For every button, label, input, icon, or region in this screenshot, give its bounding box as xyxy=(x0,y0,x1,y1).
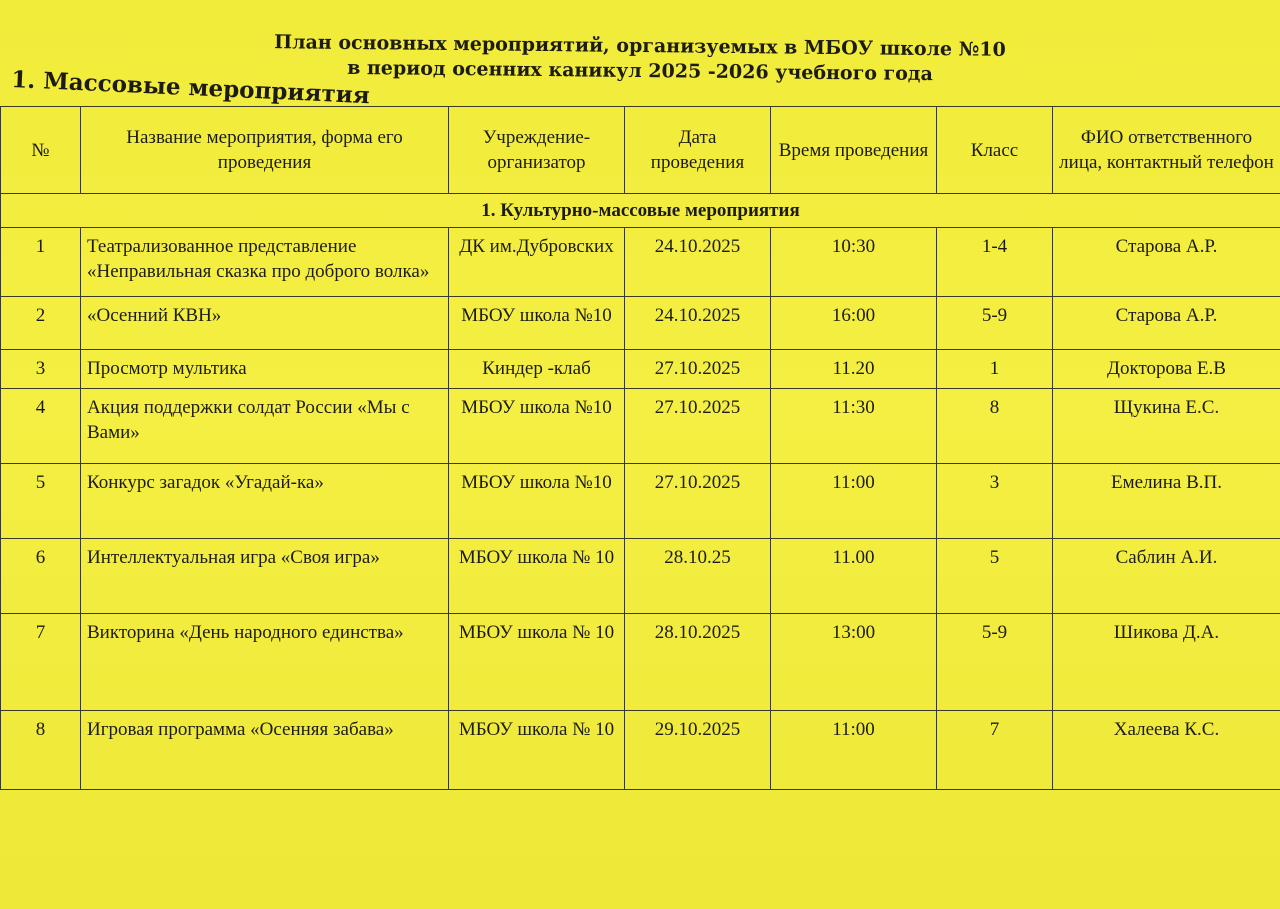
cell-num: 6 xyxy=(1,539,81,614)
cell-class: 7 xyxy=(937,711,1053,790)
cell-num: 1 xyxy=(1,228,81,297)
cell-num: 3 xyxy=(1,350,81,389)
cell-num: 7 xyxy=(1,614,81,711)
section-heading: 1. Массовые мероприятия xyxy=(10,66,371,110)
header-class: Класс xyxy=(937,107,1053,194)
cell-date: 27.10.2025 xyxy=(625,464,771,539)
document-title-line-2: в период осенних каникул 2025 -2026 учебного года xyxy=(347,56,933,86)
cell-name: Конкурс загадок «Угадай-ка» xyxy=(81,464,449,539)
cell-class: 5-9 xyxy=(937,614,1053,711)
cell-num: 8 xyxy=(1,711,81,790)
cell-org: ДК им.Дубровских xyxy=(449,228,625,297)
cell-date: 28.10.2025 xyxy=(625,614,771,711)
cell-name: Просмотр мультика xyxy=(81,350,449,389)
cell-time: 16:00 xyxy=(771,297,937,350)
table-header-row xyxy=(1,107,1280,194)
header-name: Название мероприятия, форма его проведения xyxy=(81,107,449,194)
table-row xyxy=(1,711,1280,790)
cell-org: МБОУ школа № 10 xyxy=(449,539,625,614)
cell-responsible: Шикова Д.А. xyxy=(1053,614,1280,711)
cell-name: Викторина «День народного единства» xyxy=(81,614,449,711)
cell-responsible: Халеева К.С. xyxy=(1053,711,1280,790)
cell-class: 5 xyxy=(937,539,1053,614)
table-row xyxy=(1,228,1280,297)
header-date: Дата проведения xyxy=(625,107,771,194)
cell-class: 5-9 xyxy=(937,297,1053,350)
cell-date: 24.10.2025 xyxy=(625,228,771,297)
cell-time: 13:00 xyxy=(771,614,937,711)
cell-name: Акция поддержки солдат России «Мы с Вами» xyxy=(81,389,449,464)
cell-num: 4 xyxy=(1,389,81,464)
cell-date: 27.10.2025 xyxy=(625,350,771,389)
cell-org: МБОУ школа №10 xyxy=(449,389,625,464)
cell-org: МБОУ школа №10 xyxy=(449,297,625,350)
cell-name: Интеллектуальная игра «Своя игра» xyxy=(81,539,449,614)
table-row xyxy=(1,614,1280,711)
header-num: № xyxy=(1,107,81,194)
header-responsible: ФИО ответственного лица, контактный телефон xyxy=(1053,107,1280,194)
cell-class: 3 xyxy=(937,464,1053,539)
cell-responsible: Емелина В.П. xyxy=(1053,464,1280,539)
cell-org: МБОУ школа № 10 xyxy=(449,711,625,790)
events-table xyxy=(0,106,1280,790)
document-title-line-1: План основных мероприятий, организуемых в МБОУ школе №10 xyxy=(274,31,1006,61)
cell-time: 11.00 xyxy=(771,539,937,614)
cell-class: 1 xyxy=(937,350,1053,389)
cell-num: 2 xyxy=(1,297,81,350)
cell-name: Театрализованное представление «Неправильная сказка про доброго волка» xyxy=(81,228,449,297)
cell-time: 11:00 xyxy=(771,711,937,790)
cell-org: Киндер -клаб xyxy=(449,350,625,389)
table-row xyxy=(1,464,1280,539)
cell-responsible: Саблин А.И. xyxy=(1053,539,1280,614)
cell-org: МБОУ школа № 10 xyxy=(449,614,625,711)
cell-time: 11.20 xyxy=(771,350,937,389)
cell-date: 27.10.2025 xyxy=(625,389,771,464)
cell-responsible: Щукина Е.С. xyxy=(1053,389,1280,464)
cell-num: 5 xyxy=(1,464,81,539)
cell-org: МБОУ школа №10 xyxy=(449,464,625,539)
cell-time: 11:00 xyxy=(771,464,937,539)
table-row xyxy=(1,539,1280,614)
table-row xyxy=(1,389,1280,464)
cell-responsible: Старова А.Р. xyxy=(1053,228,1280,297)
cell-date: 24.10.2025 xyxy=(625,297,771,350)
cell-responsible: Докторова Е.В xyxy=(1053,350,1280,389)
header-time: Время проведения xyxy=(771,107,937,194)
header-org: Учреждение-организатор xyxy=(449,107,625,194)
cell-class: 8 xyxy=(937,389,1053,464)
cell-class: 1-4 xyxy=(937,228,1053,297)
cell-name: «Осенний КВН» xyxy=(81,297,449,350)
table-row xyxy=(1,297,1280,350)
subsection-heading: 1. Культурно-массовые мероприятия xyxy=(1,194,1280,228)
cell-name: Игровая программа «Осенняя забава» xyxy=(81,711,449,790)
cell-date: 29.10.2025 xyxy=(625,711,771,790)
cell-date: 28.10.25 xyxy=(625,539,771,614)
cell-responsible: Старова А.Р. xyxy=(1053,297,1280,350)
cell-time: 10:30 xyxy=(771,228,937,297)
subsection-row xyxy=(1,194,1280,228)
table-row xyxy=(1,350,1280,389)
cell-time: 11:30 xyxy=(771,389,937,464)
